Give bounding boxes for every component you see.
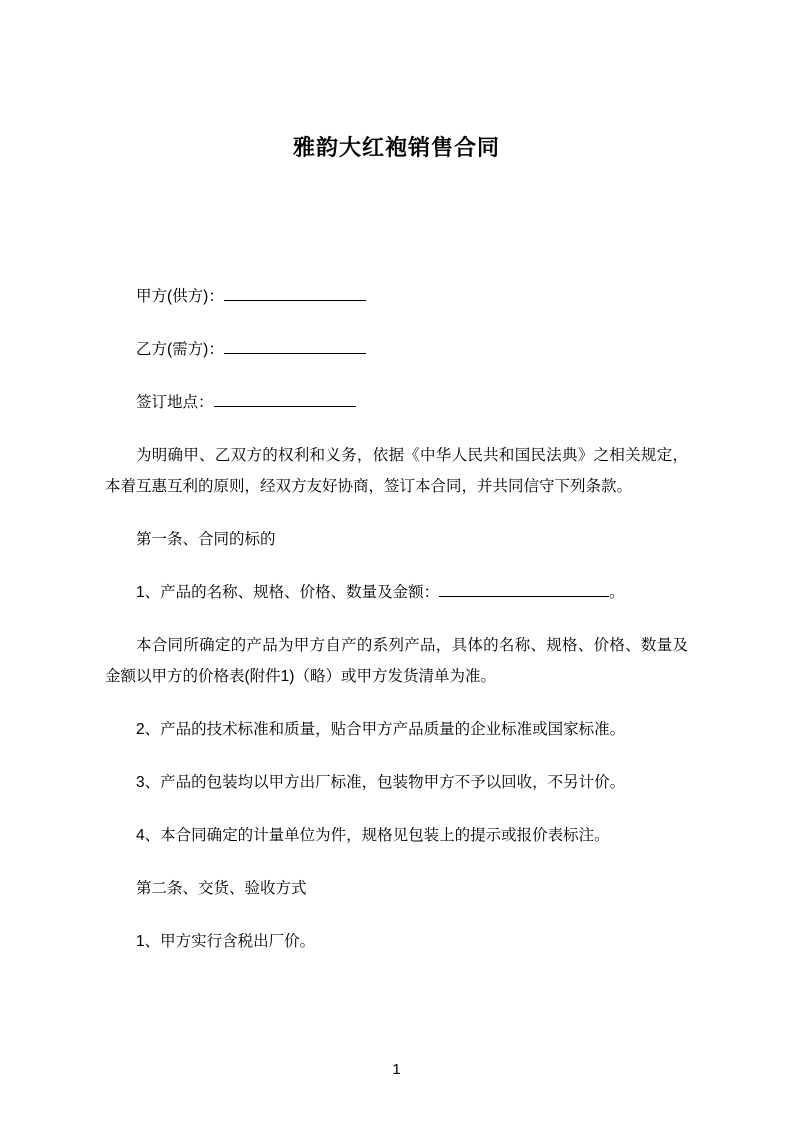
document-body bbox=[105, 440, 688, 957]
field-label: 乙方(需方)： bbox=[136, 341, 224, 358]
paragraph-text: 本合同所确定的产品为甲方自产的系列产品，具体的名称、规格、价格、数量及金额以甲方的价格表(附件1)（略）或甲方发货清单为准。 bbox=[105, 637, 688, 685]
paragraph-text: 4、本合同确定的计量单位为件，规格见包装上的提示或报价表标注。 bbox=[136, 827, 610, 844]
field-label: 甲方(供方)： bbox=[136, 288, 224, 305]
blank-line bbox=[439, 582, 609, 597]
field-row bbox=[105, 387, 688, 418]
paragraph-text: 为明确甲、乙双方的权利和义务，依据《中华人民共和国民法典》之相关规定，本着互惠互利的原则，经双方友好协商，签订本合同，并共同信守下列条款。 bbox=[105, 447, 688, 495]
clause-1-item-2 bbox=[105, 714, 688, 745]
field-row bbox=[105, 281, 688, 312]
paragraph-text: 第一条、合同的标的 bbox=[136, 531, 276, 548]
clause-2-heading bbox=[105, 873, 688, 904]
paragraph-suffix: 。 bbox=[609, 584, 625, 601]
paragraph-text: 1、产品的名称、规格、价格、数量及金额： bbox=[136, 584, 440, 601]
paragraph-text: 3、产品的包装均以甲方出厂标准，包装物甲方不予以回收，不另计价。 bbox=[136, 774, 626, 791]
blank-line bbox=[224, 286, 366, 301]
field-row bbox=[105, 334, 688, 365]
paragraph-text: 2、产品的技术标准和质量，贴合甲方产品质量的企业标准或国家标准。 bbox=[136, 721, 626, 738]
paragraph-text: 1、甲方实行含税出厂价。 bbox=[136, 933, 316, 950]
clause-2-item-1 bbox=[105, 926, 688, 957]
page-number: 1 bbox=[392, 1061, 401, 1078]
field-list bbox=[105, 281, 688, 418]
blank-line bbox=[214, 392, 356, 407]
blank-line bbox=[224, 339, 366, 354]
clause-1-item-4 bbox=[105, 820, 688, 851]
field-label: 签订地点： bbox=[136, 394, 214, 411]
clause-1-item-3 bbox=[105, 767, 688, 798]
clause-1-heading bbox=[105, 524, 688, 555]
paragraph-text: 第二条、交货、验收方式 bbox=[136, 880, 307, 897]
clause-1-item-1-note bbox=[105, 630, 688, 692]
preamble-paragraph bbox=[105, 440, 688, 502]
clause-1-item-1 bbox=[105, 577, 688, 608]
document-title: 雅韵大红袍销售合同 bbox=[292, 135, 500, 160]
